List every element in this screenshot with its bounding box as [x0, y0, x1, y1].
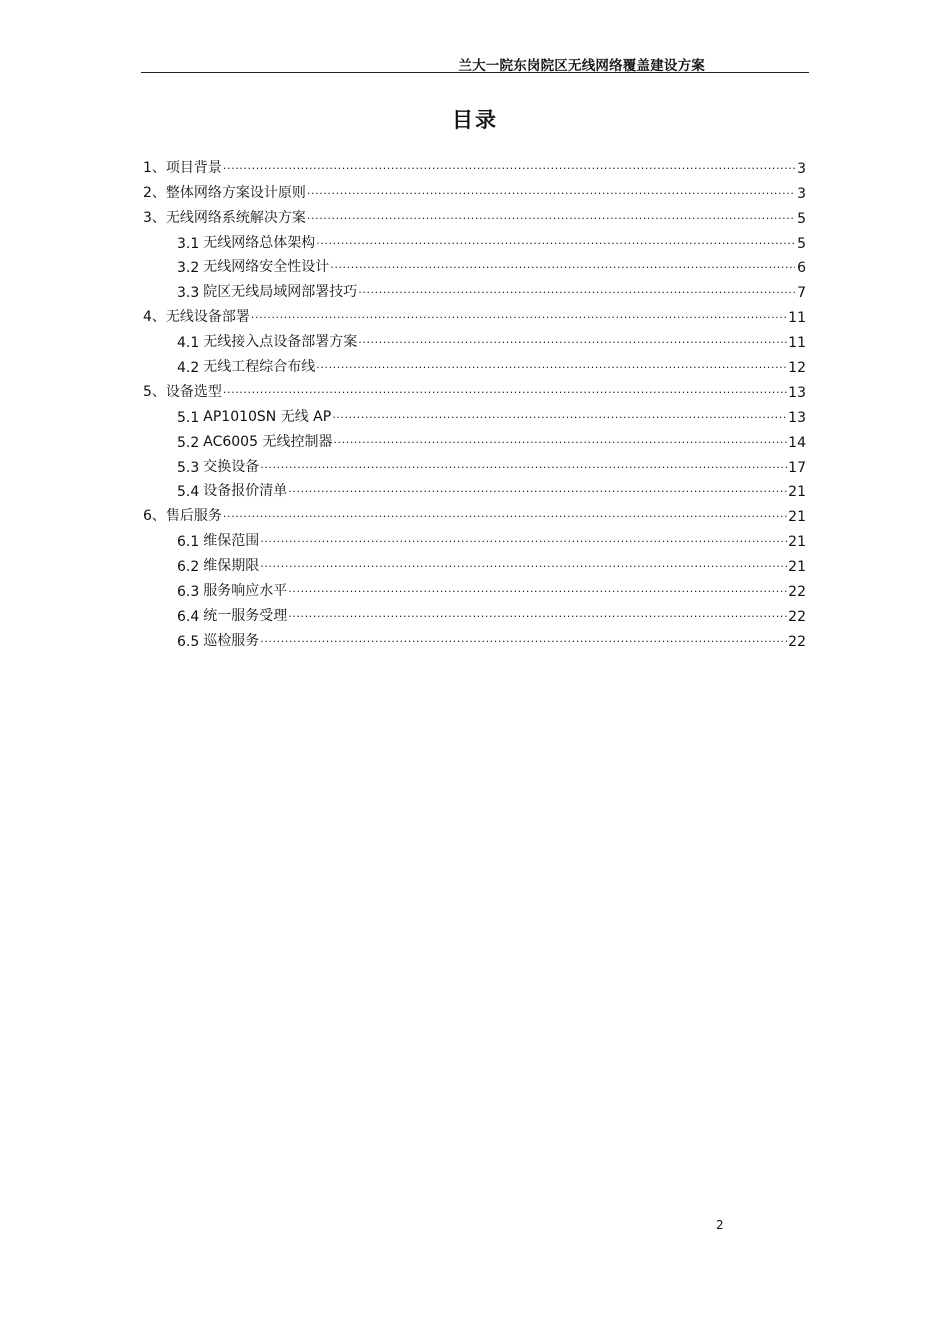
toc-dot-leader [332, 407, 787, 423]
toc-entry[interactable] [143, 301, 806, 326]
toc-entry-number: 4.2 [177, 360, 200, 377]
toc-dot-leader [260, 457, 787, 473]
toc-entry-page: 14 [788, 434, 806, 451]
toc-entry[interactable] [143, 152, 806, 177]
toc-entry-number: 3、 [143, 209, 166, 226]
toc-dot-leader [358, 332, 787, 348]
toc-entry-title: AC6005 无线控制器 [203, 433, 333, 450]
toc-dot-leader [307, 208, 795, 224]
toc-dot-leader [260, 531, 787, 547]
toc-entry[interactable] [143, 625, 806, 650]
toc-entry-page: 22 [788, 633, 806, 650]
toc-entry-number: 5.1 [177, 409, 200, 426]
toc-entry-number: 1、 [143, 159, 166, 176]
toc-entry-number: 3.3 [177, 285, 200, 302]
toc-entry-title: 售后服务 [165, 508, 222, 525]
toc-entry-title: 无线网络安全性设计 [203, 259, 330, 276]
toc-entry-title: 巡检服务 [203, 632, 260, 649]
toc-entry-title: 整体网络方案设计原则 [165, 184, 306, 201]
toc-dot-leader [251, 307, 787, 323]
toc-entry-page: 5 [797, 210, 806, 227]
toc-dot-leader [288, 481, 787, 497]
toc-dot-leader [223, 382, 787, 398]
toc-entry-title: 交换设备 [203, 458, 260, 475]
toc-entry-page: 12 [788, 360, 806, 377]
toc-entry-number: 2、 [143, 184, 166, 201]
toc-entry[interactable] [143, 227, 806, 252]
toc-entry[interactable] [143, 351, 806, 376]
toc-dot-leader [260, 556, 787, 572]
toc-entry[interactable] [143, 376, 806, 401]
toc-entry-title: 项目背景 [165, 159, 222, 176]
toc-entry-number: 3.1 [177, 235, 200, 252]
toc-entry-number: 6.3 [177, 584, 200, 601]
toc-entry-title: 无线设备部署 [165, 309, 250, 326]
toc-entry[interactable] [143, 426, 806, 451]
toc-entry-page: 21 [788, 484, 806, 501]
page-header [141, 54, 809, 73]
toc-dot-leader [288, 581, 787, 597]
toc-entry-title: 服务响应水平 [203, 583, 288, 600]
toc-entry-page: 5 [797, 235, 806, 252]
toc-entry-title: 无线工程综合布线 [203, 359, 316, 376]
toc-entry-page: 3 [797, 185, 806, 202]
toc-entry[interactable] [143, 550, 806, 575]
toc-entry-title: 统一服务受理 [203, 607, 288, 624]
toc-entry-page: 6 [797, 260, 806, 277]
toc-entry-title: 无线接入点设备部署方案 [203, 334, 358, 351]
toc-entry[interactable] [143, 202, 806, 227]
toc-entry[interactable] [143, 276, 806, 301]
toc-entry-page: 13 [788, 384, 806, 401]
toc-dot-leader [288, 606, 787, 622]
toc-entry-number: 4、 [143, 309, 166, 326]
toc-dot-leader [260, 631, 787, 647]
toc-entry-number: 6、 [143, 508, 166, 525]
toc-title: 目录 [452, 108, 498, 132]
toc-entry[interactable] [143, 500, 806, 525]
toc-entry-number: 5.4 [177, 484, 200, 501]
toc-entry[interactable] [143, 600, 806, 625]
toc-entry[interactable] [143, 401, 806, 426]
toc-entry-page: 13 [788, 409, 806, 426]
toc-entry-title: 维保期限 [203, 558, 260, 575]
toc-entry[interactable] [143, 326, 806, 351]
toc-entry-page: 17 [788, 459, 806, 476]
toc-entry[interactable] [143, 525, 806, 550]
toc-entry-title: 无线网络系统解决方案 [165, 209, 306, 226]
toc-entry-number: 6.2 [177, 559, 200, 576]
toc-dot-leader [223, 158, 795, 174]
toc-entry-page: 22 [788, 608, 806, 625]
toc-entry-title: 院区无线局域网部署技巧 [203, 284, 358, 301]
toc-entry-title: 设备选型 [165, 383, 222, 400]
toc-entry[interactable] [143, 177, 806, 202]
toc-entry-number: 6.1 [177, 534, 200, 551]
toc-entry[interactable] [143, 451, 806, 476]
toc-entry-page: 11 [788, 310, 806, 327]
toc-entry-page: 3 [797, 160, 806, 177]
toc-dot-leader [223, 506, 787, 522]
toc-entry-page: 21 [788, 534, 806, 551]
toc-entry[interactable] [143, 252, 806, 277]
page-number: 2 [716, 1218, 724, 1232]
toc-entry-number: 5、 [143, 383, 166, 400]
toc-entry-title: 设备报价清单 [203, 483, 288, 500]
toc-dot-leader [358, 282, 795, 298]
toc-entry-page: 22 [788, 584, 806, 601]
toc-entry-title: 维保范围 [203, 533, 260, 550]
toc-dot-leader [316, 357, 787, 373]
toc-entry-number: 6.5 [177, 633, 200, 650]
toc-entry-number: 4.1 [177, 335, 200, 352]
toc-dot-leader [330, 257, 795, 273]
toc-entry-page: 7 [797, 285, 806, 302]
toc-entry-number: 5.3 [177, 459, 200, 476]
toc-entry-page: 21 [788, 509, 806, 526]
toc-dot-leader [307, 183, 795, 199]
toc-entry-number: 3.2 [177, 260, 200, 277]
toc-entry-page: 21 [788, 559, 806, 576]
toc-entry-page: 11 [788, 335, 806, 352]
table-of-contents [143, 152, 806, 650]
toc-entry[interactable] [143, 476, 806, 501]
toc-entry-number: 5.2 [177, 434, 200, 451]
toc-entry-title: AP1010SN 无线 AP [203, 408, 332, 425]
toc-entry-title: 无线网络总体架构 [203, 234, 316, 251]
toc-dot-leader [316, 233, 795, 249]
toc-entry[interactable] [143, 575, 806, 600]
toc-dot-leader [333, 432, 787, 448]
toc-entry-number: 6.4 [177, 608, 200, 625]
header-title: 兰大一院东岗院区无线网络覆盖建设方案 [458, 58, 705, 74]
